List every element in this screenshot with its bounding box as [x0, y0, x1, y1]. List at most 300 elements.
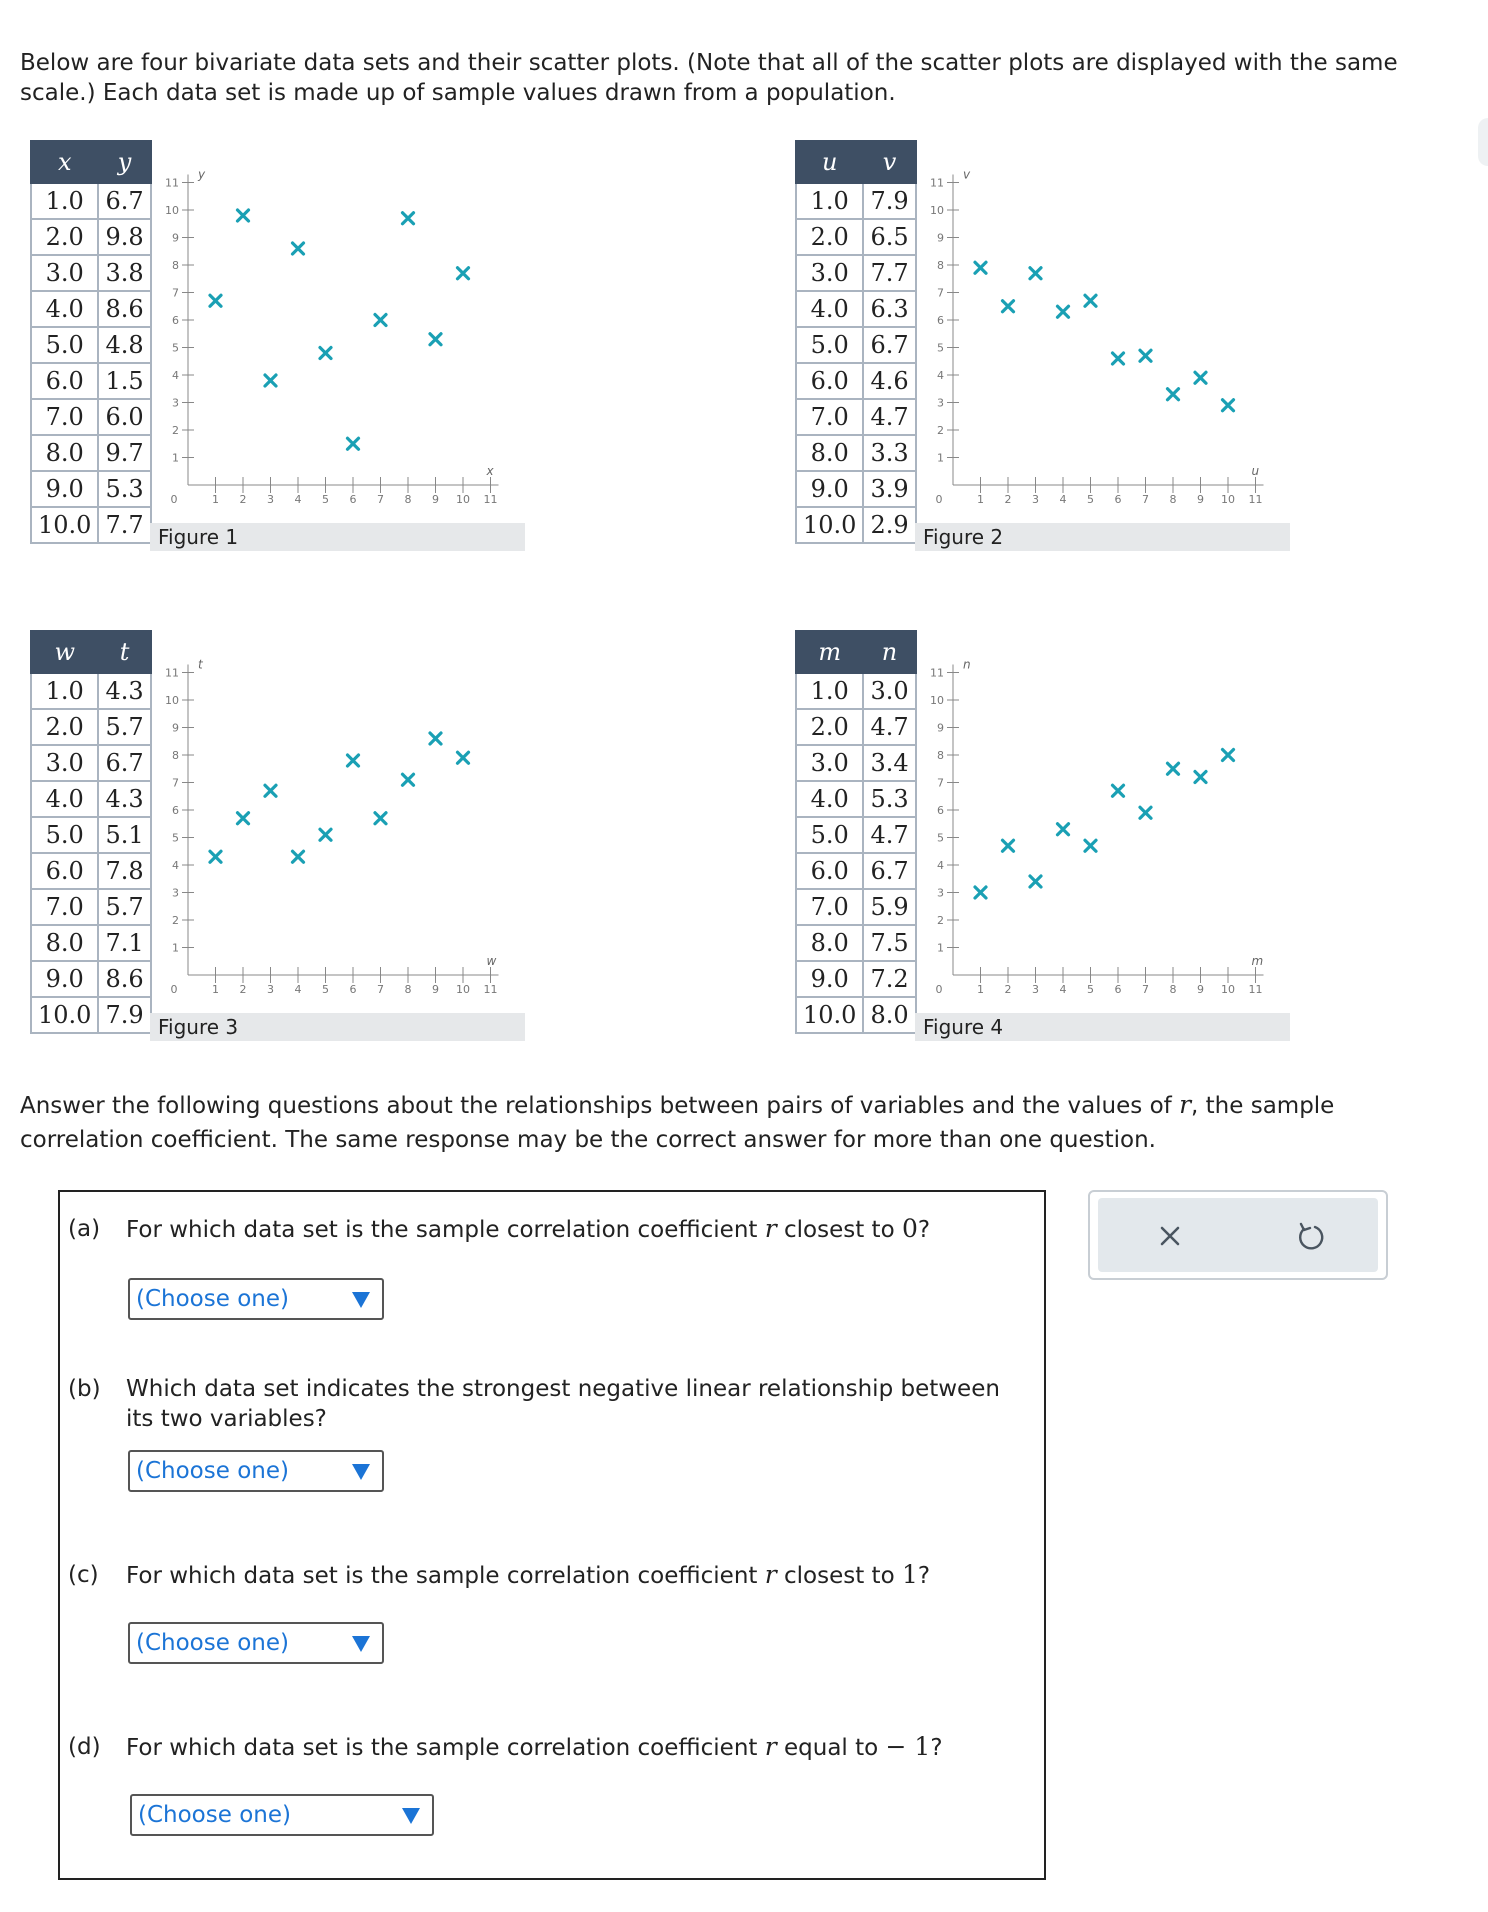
dropdown-arrow-icon: [352, 1292, 370, 1308]
scatter-plot: [150, 140, 530, 510]
x-tick-label: 9: [1197, 983, 1204, 996]
y-tick-label: 3: [172, 396, 179, 410]
table-row: [31, 435, 151, 471]
y-tick-label: 6: [172, 314, 179, 327]
data-point: [1058, 824, 1069, 835]
table-row: [796, 997, 916, 1033]
table-row: [31, 255, 151, 291]
table-cell: 6.7: [863, 853, 915, 889]
x-tick-label: 11: [1248, 983, 1263, 996]
x-tick-label: 9: [432, 493, 439, 506]
data-point: [1195, 372, 1206, 383]
table-row: [796, 219, 916, 255]
table-cell: 2.0: [796, 709, 863, 745]
x-tick-label: 11: [1248, 493, 1263, 506]
table-header-row: [796, 141, 916, 183]
table-cell: 9.0: [796, 471, 863, 507]
x-tick-label: 2: [1004, 983, 1012, 996]
table-cell: 4.7: [863, 709, 915, 745]
x-tick-label: 10: [456, 493, 470, 506]
table-cell: 7.7: [98, 507, 150, 543]
data-point: [1085, 295, 1096, 306]
close-icon: [1150, 1216, 1190, 1256]
data-point: [1168, 763, 1179, 774]
table-cell: 7.2: [863, 961, 915, 997]
intro-text: Below are four bivariate data sets and their scatter plots. (Note that all of the scatter plots are displayed with the same scale.) Each data set is made up of sample values drawn from a population.: [20, 50, 1398, 106]
table-row: [31, 183, 151, 219]
table-row: [31, 673, 151, 709]
table-cell: 9.0: [31, 471, 98, 507]
x-tick-label: 8: [404, 983, 412, 996]
data-point: [210, 851, 221, 862]
table-row: [31, 997, 151, 1033]
table-cell: 5.0: [31, 817, 98, 853]
figure-caption: Figure 1: [150, 523, 525, 551]
table-row: [796, 507, 916, 543]
data-point: [1030, 268, 1041, 279]
table-row: [796, 327, 916, 363]
table-cell: 3.0: [796, 255, 863, 291]
table-cell: 1.0: [796, 673, 863, 709]
x-tick-label: 2: [239, 983, 247, 996]
table-cell: 5.0: [796, 327, 863, 363]
table-cell: 4.0: [31, 291, 98, 327]
table-row: [31, 745, 151, 781]
table-cell: 8.0: [796, 435, 863, 471]
table-cell: 6.7: [863, 327, 915, 363]
figure-2-block: [795, 140, 1295, 560]
figure-caption: Figure 2: [915, 523, 1290, 551]
table-cell: 5.3: [98, 471, 150, 507]
y-tick-label: 5: [172, 831, 179, 845]
table-row: [796, 961, 916, 997]
scatter-plot: [150, 630, 530, 1000]
table-header-row: [796, 631, 916, 673]
table-row: [31, 961, 151, 997]
question-text: Which data set indicates the strongest negative linear relationship between its two variables?: [126, 1376, 1000, 1432]
x-tick-label: 9: [1197, 493, 1204, 506]
table-cell: 5.3: [863, 781, 915, 817]
table-cell: 5.7: [98, 709, 150, 745]
table-row: [796, 781, 916, 817]
data-point: [1195, 772, 1206, 783]
y-tick-label: 8: [172, 749, 179, 762]
table-row: [31, 291, 151, 327]
table-row: [31, 399, 151, 435]
x-tick-label: 4: [294, 493, 302, 506]
x-tick-label: 8: [404, 493, 412, 506]
y-axis-label: v: [963, 167, 971, 182]
y-tick-label: 3: [937, 396, 944, 410]
data-point: [1113, 353, 1124, 364]
table-cell: 9.0: [31, 961, 98, 997]
scatter-plot: [915, 140, 1295, 510]
y-axis-label: y: [198, 167, 206, 182]
x-tick-label: 3: [267, 983, 274, 996]
table-cell: 10.0: [796, 997, 863, 1033]
question-label: (a): [68, 1216, 101, 1242]
data-point: [1085, 840, 1096, 851]
data-point: [265, 785, 276, 796]
y-tick-label: 7: [937, 776, 944, 790]
table-row: [796, 673, 916, 709]
figure-1-block: [30, 140, 530, 560]
data-point: [403, 774, 414, 785]
question-a: [68, 1214, 1028, 1245]
x-tick-label: 7: [1142, 983, 1149, 996]
y-tick-label: 5: [937, 341, 944, 355]
answer-a-select[interactable]: [128, 1278, 384, 1320]
table-row: [796, 709, 916, 745]
x-tick-label: 3: [267, 493, 274, 506]
table-cell: 10.0: [796, 507, 863, 543]
table-row: [796, 853, 916, 889]
table-row: [796, 363, 916, 399]
table-cell: 8.0: [863, 997, 915, 1033]
table-cell: 10.0: [31, 507, 98, 543]
reset-answer-button[interactable]: [1290, 1216, 1330, 1256]
y-tick-label: 7: [172, 286, 179, 300]
table-cell: 6.0: [796, 363, 863, 399]
table-row: [31, 817, 151, 853]
table-cell: 5.0: [796, 817, 863, 853]
y-tick-label: 10: [930, 694, 944, 707]
x-tick-label: 6: [1114, 983, 1122, 996]
table-row: [31, 471, 151, 507]
data-point: [1003, 301, 1014, 312]
x-tick-label: 3: [1032, 493, 1039, 506]
table-cell: 7.0: [31, 399, 98, 435]
table-cell: 6.0: [98, 399, 150, 435]
y-tick-label: 3: [172, 886, 179, 900]
question-text: For which data set is the sample correlation coefficient r equal to − 1?: [126, 1732, 943, 1761]
y-tick-label: 2: [937, 914, 944, 927]
table-cell: 3.3: [863, 435, 915, 471]
x-tick-label: 6: [349, 493, 357, 506]
figure-3-block: [30, 630, 530, 1050]
table-cell: 9.8: [98, 219, 150, 255]
data-point: [210, 295, 221, 306]
table-cell: 6.3: [863, 291, 915, 327]
x-tick-label: 1: [977, 493, 984, 506]
x-tick-label: 5: [1087, 983, 1094, 996]
y-tick-label: 8: [937, 259, 944, 272]
y-tick-label: 10: [930, 204, 944, 217]
answer-tools: [1088, 1190, 1388, 1280]
x-tick-label: 0: [170, 493, 178, 506]
y-tick-label: 1: [172, 941, 179, 955]
table-row: [796, 399, 916, 435]
x-axis-label: x: [486, 464, 494, 478]
x-tick-label: 11: [483, 493, 498, 506]
question-b: [68, 1374, 1028, 1434]
data-point: [458, 752, 469, 763]
y-tick-label: 11: [930, 666, 944, 680]
y-tick-label: 11: [165, 176, 179, 190]
x-tick-label: 4: [294, 983, 302, 996]
table-cell: 7.5: [863, 925, 915, 961]
table-cell: 7.9: [863, 183, 915, 219]
table-cell: 6.0: [31, 363, 98, 399]
x-tick-label: 0: [935, 493, 943, 506]
table-cell: 3.0: [31, 745, 98, 781]
data-point: [1140, 350, 1151, 361]
table-row: [31, 507, 151, 543]
x-tick-label: 9: [432, 983, 439, 996]
table-cell: 2.0: [31, 709, 98, 745]
r-symbol: r: [1179, 1090, 1192, 1119]
scroll-handle[interactable]: [1478, 118, 1488, 166]
answer-c-select[interactable]: [128, 1622, 384, 1664]
table-cell: 4.0: [796, 781, 863, 817]
table-row: [796, 889, 916, 925]
data-point: [458, 268, 469, 279]
x-tick-label: 5: [322, 493, 329, 506]
data-point: [238, 210, 249, 221]
table-row: [796, 745, 916, 781]
column-header: m: [796, 631, 863, 673]
x-tick-label: 0: [935, 983, 943, 996]
undo-icon: [1290, 1216, 1330, 1256]
table-cell: 6.7: [98, 183, 150, 219]
scatter-plot: [915, 630, 1295, 1000]
table-row: [31, 709, 151, 745]
table-cell: 8.0: [796, 925, 863, 961]
data-point: [375, 315, 386, 326]
table-cell: 9.0: [796, 961, 863, 997]
table-cell: 5.7: [98, 889, 150, 925]
y-tick-label: 2: [172, 914, 179, 927]
y-tick-label: 6: [172, 804, 179, 817]
x-tick-label: 10: [1221, 493, 1235, 506]
select-value: (Choose one): [136, 1286, 289, 1312]
table-cell: 4.6: [863, 363, 915, 399]
x-tick-label: 4: [1059, 493, 1067, 506]
question-c: [68, 1560, 1028, 1591]
table-cell: 5.0: [31, 327, 98, 363]
data-table: [30, 140, 152, 544]
data-point: [430, 733, 441, 744]
data-point: [375, 813, 386, 824]
table-cell: 7.8: [98, 853, 150, 889]
table-cell: 3.0: [863, 673, 915, 709]
data-table: [795, 140, 917, 544]
table-row: [796, 817, 916, 853]
y-axis-label: t: [198, 657, 203, 672]
y-tick-label: 9: [937, 721, 944, 735]
column-header: w: [31, 631, 98, 673]
x-tick-label: 2: [239, 493, 247, 506]
dropdown-arrow-icon: [402, 1808, 420, 1824]
table-cell: 7.0: [796, 399, 863, 435]
table-cell: 2.0: [796, 219, 863, 255]
x-axis-label: m: [1251, 954, 1264, 968]
y-tick-label: 5: [172, 341, 179, 355]
column-header: v: [863, 141, 915, 183]
table-cell: 4.7: [863, 399, 915, 435]
table-cell: 6.5: [863, 219, 915, 255]
question-label: (c): [68, 1562, 99, 1588]
y-tick-label: 2: [937, 424, 944, 437]
y-tick-label: 4: [172, 859, 179, 872]
y-tick-label: 2: [172, 424, 179, 437]
question-text: For which data set is the sample correlation coefficient r closest to 1?: [126, 1560, 931, 1589]
select-value: (Choose one): [138, 1802, 291, 1828]
question-d: [68, 1732, 1028, 1763]
x-tick-label: 10: [456, 983, 470, 996]
table-cell: 1.5: [98, 363, 150, 399]
y-tick-label: 8: [172, 259, 179, 272]
column-header: n: [863, 631, 915, 673]
table-cell: 3.0: [31, 255, 98, 291]
table-cell: 7.0: [31, 889, 98, 925]
x-tick-label: 10: [1221, 983, 1235, 996]
table-cell: 8.6: [98, 291, 150, 327]
y-tick-label: 1: [937, 941, 944, 955]
table-cell: 6.7: [98, 745, 150, 781]
table-cell: 4.0: [31, 781, 98, 817]
y-tick-label: 10: [165, 694, 179, 707]
table-cell: 2.9: [863, 507, 915, 543]
data-point: [1003, 840, 1014, 851]
answer-d-select[interactable]: [130, 1794, 434, 1836]
table-row: [796, 435, 916, 471]
dropdown-arrow-icon: [352, 1636, 370, 1652]
y-tick-label: 9: [172, 231, 179, 245]
table-header-row: [31, 631, 151, 673]
x-tick-label: 1: [212, 983, 219, 996]
figure-caption: Figure 4: [915, 1013, 1290, 1041]
table-cell: 2.0: [31, 219, 98, 255]
y-tick-label: 8: [937, 749, 944, 762]
y-axis-label: n: [963, 657, 971, 672]
table-row: [796, 291, 916, 327]
x-tick-label: 7: [377, 983, 384, 996]
x-tick-label: 8: [1169, 983, 1177, 996]
data-table: [795, 630, 917, 1034]
y-tick-label: 4: [937, 859, 944, 872]
data-point: [265, 375, 276, 386]
y-tick-label: 4: [172, 369, 179, 382]
data-point: [348, 755, 359, 766]
data-point: [320, 348, 331, 359]
column-header: y: [98, 141, 150, 183]
table-cell: 6.0: [796, 853, 863, 889]
clear-answer-button[interactable]: [1150, 1216, 1190, 1256]
table-cell: 3.9: [863, 471, 915, 507]
table-cell: 3.4: [863, 745, 915, 781]
table-row: [796, 183, 916, 219]
y-tick-label: 9: [172, 721, 179, 735]
table-cell: 1.0: [31, 183, 98, 219]
y-tick-label: 4: [937, 369, 944, 382]
table-cell: 7.7: [863, 255, 915, 291]
y-tick-label: 7: [172, 776, 179, 790]
data-point: [1058, 306, 1069, 317]
questions-panel: [58, 1190, 1046, 1880]
data-point: [1168, 389, 1179, 400]
x-tick-label: 7: [1142, 493, 1149, 506]
table-row: [796, 471, 916, 507]
table-cell: 7.0: [796, 889, 863, 925]
x-axis-label: w: [486, 954, 497, 968]
table-row: [796, 255, 916, 291]
x-tick-label: 1: [212, 493, 219, 506]
table-cell: 1.0: [796, 183, 863, 219]
column-header: x: [31, 141, 98, 183]
y-tick-label: 1: [937, 451, 944, 465]
figure-caption: Figure 3: [150, 1013, 525, 1041]
table-row: [31, 219, 151, 255]
figure-4-block: [795, 630, 1295, 1050]
table-cell: 3.0: [796, 745, 863, 781]
data-point: [1140, 807, 1151, 818]
table-cell: 1.0: [31, 673, 98, 709]
table-cell: 4.8: [98, 327, 150, 363]
x-tick-label: 0: [170, 983, 178, 996]
data-point: [293, 243, 304, 254]
table-cell: 7.9: [98, 997, 150, 1033]
x-tick-label: 11: [483, 983, 498, 996]
table-cell: 6.0: [31, 853, 98, 889]
data-point: [293, 851, 304, 862]
x-tick-label: 3: [1032, 983, 1039, 996]
question-label: (d): [68, 1734, 101, 1760]
x-axis-label: u: [1251, 464, 1260, 478]
answer-b-select[interactable]: [128, 1450, 384, 1492]
y-tick-label: 5: [937, 831, 944, 845]
x-tick-label: 5: [1087, 493, 1094, 506]
dropdown-arrow-icon: [352, 1464, 370, 1480]
table-cell: 7.1: [98, 925, 150, 961]
x-tick-label: 4: [1059, 983, 1067, 996]
table-cell: 8.6: [98, 961, 150, 997]
data-point: [430, 334, 441, 345]
data-table: [30, 630, 152, 1034]
select-value: (Choose one): [136, 1458, 289, 1484]
table-row: [796, 925, 916, 961]
x-tick-label: 2: [1004, 493, 1012, 506]
x-tick-label: 6: [1114, 493, 1122, 506]
table-row: [31, 853, 151, 889]
x-tick-label: 7: [377, 493, 384, 506]
table-cell: 5.1: [98, 817, 150, 853]
select-value: (Choose one): [136, 1630, 289, 1656]
y-tick-label: 6: [937, 804, 944, 817]
table-cell: 4.3: [98, 781, 150, 817]
table-cell: 4.0: [796, 291, 863, 327]
data-point: [1113, 785, 1124, 796]
table-cell: 4.3: [98, 673, 150, 709]
column-header: u: [796, 141, 863, 183]
question-text: For which data set is the sample correlation coefficient r closest to 0?: [126, 1214, 931, 1243]
data-point: [403, 213, 414, 224]
table-row: [31, 363, 151, 399]
data-point: [348, 438, 359, 449]
table-cell: 10.0: [31, 997, 98, 1033]
table-cell: 4.7: [863, 817, 915, 853]
data-point: [1030, 876, 1041, 887]
table-row: [31, 781, 151, 817]
column-header: t: [98, 631, 150, 673]
y-tick-label: 1: [172, 451, 179, 465]
y-tick-label: 7: [937, 286, 944, 300]
y-tick-label: 6: [937, 314, 944, 327]
x-tick-label: 6: [349, 983, 357, 996]
y-tick-label: 3: [937, 886, 944, 900]
y-tick-label: 10: [165, 204, 179, 217]
x-tick-label: 1: [977, 983, 984, 996]
